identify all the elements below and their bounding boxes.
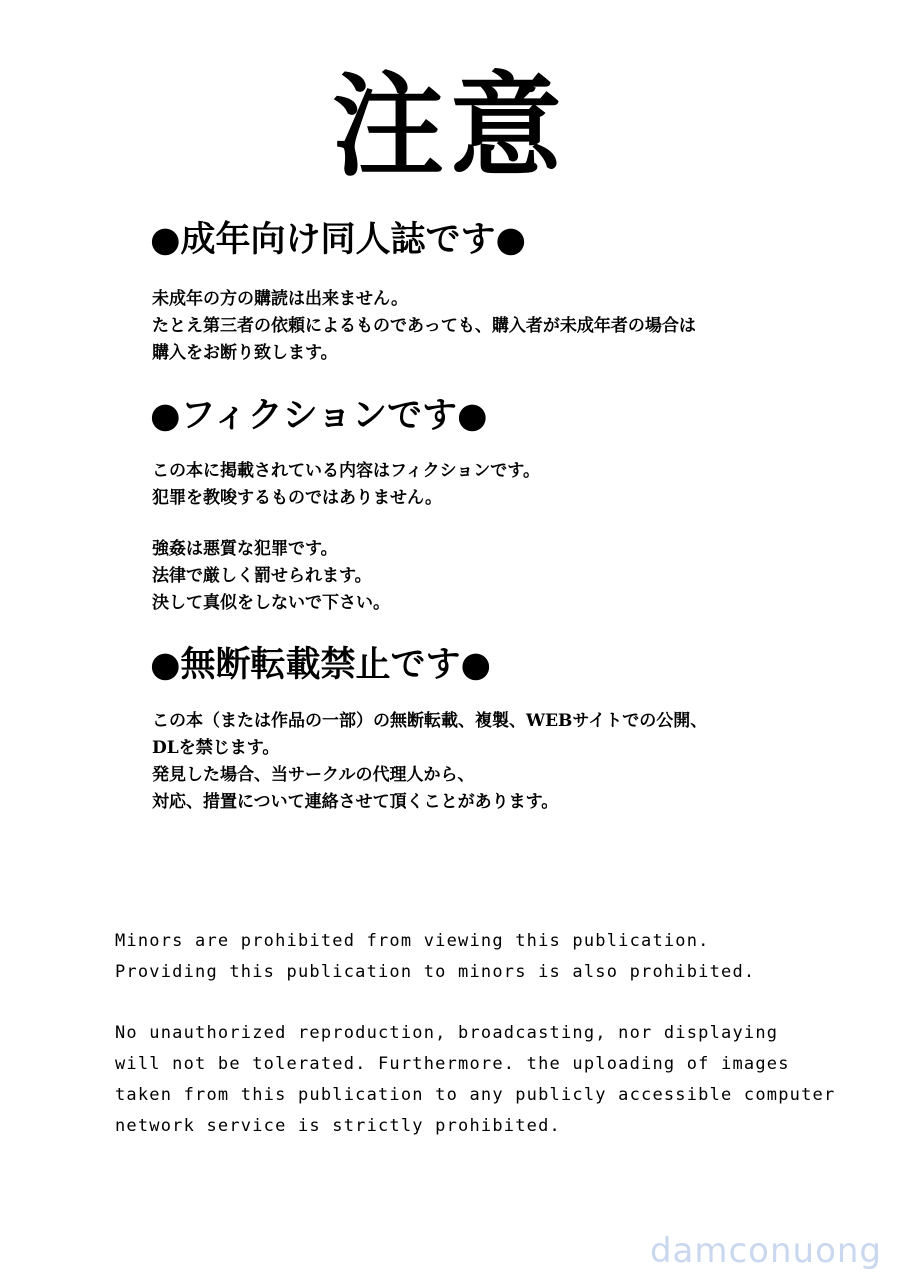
english-line: taken from this publication to any publicly accessible computer <box>115 1085 836 1105</box>
body-line: 対応、措置について連絡させて頂くことがあります。 <box>152 792 559 812</box>
section-heading-adult: ●成年向け同人誌です● <box>150 219 527 260</box>
section-heading-fiction: ●フィクションです● <box>150 395 488 436</box>
body-line: 強姦は悪質な犯罪です。 <box>152 539 338 559</box>
body-line: 法律で厳しく罰せられます。 <box>152 566 372 586</box>
section-heading-no-reprint: ●無断転載禁止です● <box>150 644 492 685</box>
english-line: Providing this publication to minors is also prohibited. <box>115 962 756 982</box>
english-line: Minors are prohibited from viewing this publication. <box>115 931 710 951</box>
body-line: DLを禁じます。 <box>152 738 280 758</box>
english-line: No unauthorized reproduction, broadcasting, nor displaying <box>115 1023 779 1043</box>
english-line: network service is strictly prohibited. <box>115 1116 561 1136</box>
body-line: 発見した場合、当サークルの代理人から、 <box>152 765 475 785</box>
section-body-no-reprint <box>152 708 707 816</box>
body-line: 購入をお断り致します。 <box>152 343 338 363</box>
body-line: 未成年の方の購読は出来ません。 <box>152 289 409 309</box>
body-line: この本に掲載されている内容はフィクションです。 <box>152 461 540 481</box>
page-title: 注意 <box>332 62 568 192</box>
watermark-logo: damconuong <box>649 1231 882 1271</box>
body-line: 犯罪を教唆するものではありません。 <box>152 488 443 508</box>
body-line: 決して真似をしないで下さい。 <box>152 593 390 613</box>
section-body-fiction-warning <box>152 536 390 617</box>
section-body-fiction <box>152 458 540 512</box>
english-notice-reproduction <box>115 1018 835 1142</box>
body-line: この本（または作品の一部）の無断転載、複製、WEBサイトでの公開、 <box>152 711 708 731</box>
section-body-adult <box>152 286 696 367</box>
english-notice-minors <box>115 926 755 988</box>
body-line: たとえ第三者の依頼によるものであっても、購入者が未成年者の場合は <box>152 316 696 336</box>
english-line: will not be tolerated. Furthermore. the uploading of images <box>115 1054 790 1074</box>
